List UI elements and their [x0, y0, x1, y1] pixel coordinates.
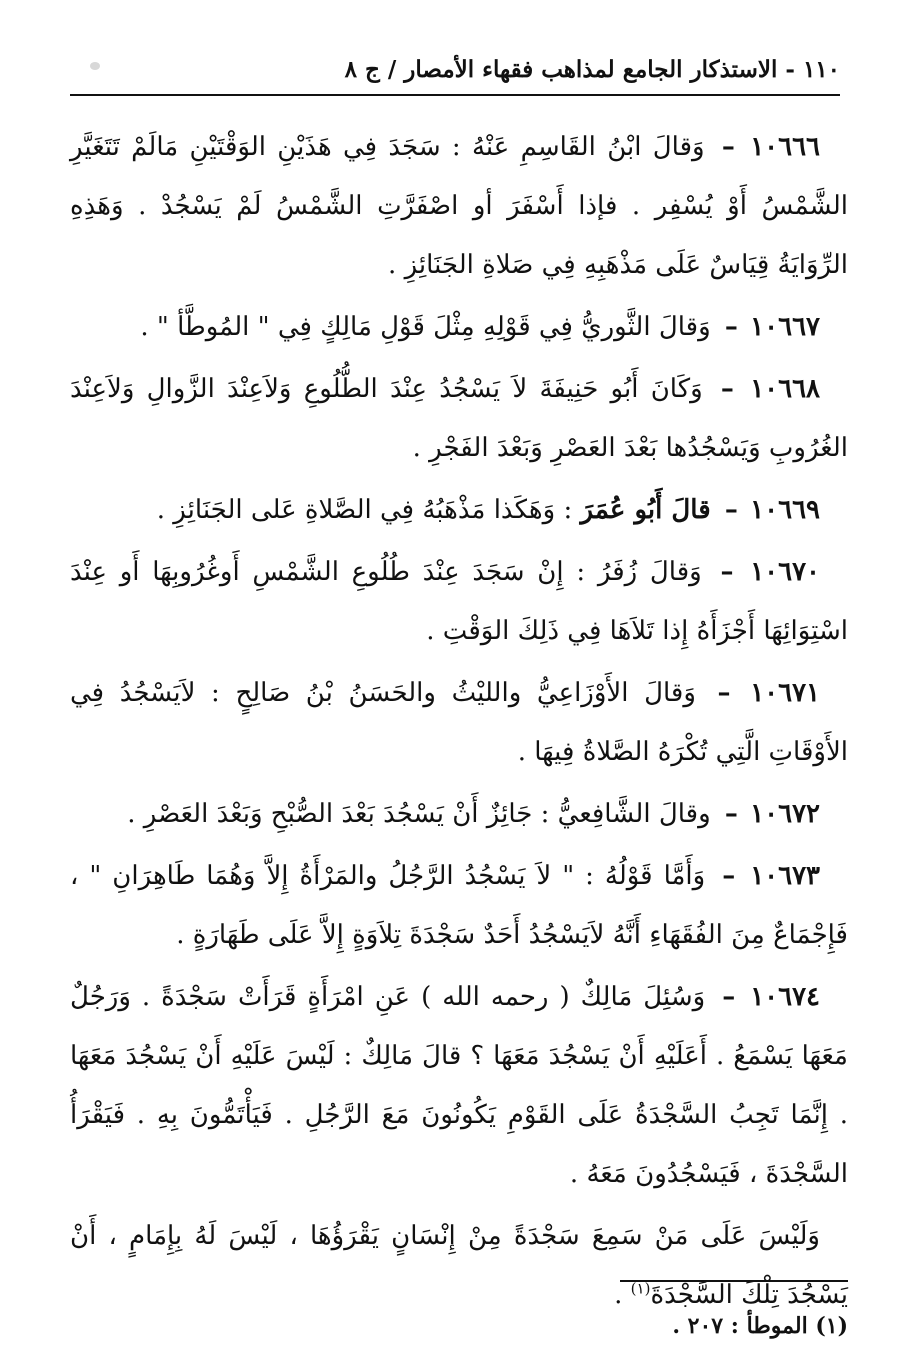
- paragraph: [70, 360, 848, 478]
- footnote-text: (١) الموطأ : ٢٠٧ .: [672, 1313, 848, 1339]
- paragraph: [70, 968, 848, 1204]
- paragraph-number: ١٠٦٧٠: [750, 557, 821, 587]
- footnote-reference[interactable]: (١): [630, 1279, 651, 1298]
- running-header: [70, 50, 840, 96]
- paragraph-text: وَقالَ ابْنُ القَاسِمِ عَنْهُ : سَجَدَ فِي هَذَيْنِ الوَقْتَيْنِ مَالَمْ تَتَغَيَّرِ الشَّمْسُ أَوْ يُسْفِر . فإذا أَسْفَرَ أو اصْفَرَّتِ الشَّمْسُ لَمْ يَسْجُدْ . وَهَذِهِ الرِّوَايَةُ قِيَاسٌ عَلَى مَذْهَبِهِ فِي صَلاةِ الجَنَائِزِ .: [70, 132, 848, 280]
- paragraph-number: ١٠٦٧٤: [750, 982, 821, 1012]
- body-text: [70, 118, 848, 1328]
- paragraph-text: وَلَيْسَ عَلَى مَنْ سَمِعَ سَجْدَةً مِنْ إِنْسَانٍ يَقْرَؤُهَا ، لَيْسَ لَهُ بِإِمَامٍ ، أَنْ يَسْجُدَ تِلْكَ السَّجْدَةَ: [70, 1221, 848, 1310]
- paragraph: [70, 298, 848, 357]
- paragraph-number: ١٠٦٧٣: [750, 861, 821, 891]
- paragraph-dash: –: [720, 374, 734, 404]
- paragraph-text: : وَهَكَذا مَذْهَبُهُ فِي الصَّلاةِ عَلى الجَنَائِزِ .: [156, 495, 573, 525]
- paragraph-number: ١٠٦٧١: [750, 678, 821, 708]
- paragraph-number: ١٠٦٦٩: [750, 495, 820, 525]
- paragraph-dash: –: [724, 312, 738, 342]
- paragraph-number: ١٠٦٦٦: [750, 132, 821, 162]
- paragraph-dash: –: [722, 982, 736, 1012]
- paragraph-text: وَقالَ الثَّوريُّ فِي قَوْلِهِ مِثْلَ قَوْلِ مَالِكٍ فِي " المُوطَّأ " .: [140, 312, 711, 342]
- paragraph-number: ١٠٦٦٧: [750, 312, 820, 342]
- footnote-divider: [620, 1280, 848, 1282]
- paragraph-continued: [70, 1207, 848, 1325]
- paragraph-dash: –: [717, 678, 731, 708]
- footnote: [672, 1313, 848, 1339]
- paragraph-text: وقالَ الشَّافِعيُّ : جَائِزٌ أَنْ يَسْجُدَ بَعْدَ الصُّبْحِ وَبَعْدَ العَصْرِ .: [127, 799, 711, 829]
- paragraph-text: وَقالَ زُفَرُ : إِنْ سَجَدَ عِنْدَ طُلُوعِ الشَّمْسِ أَوغُرُوبِهَا أَو عِنْدَ اسْتِوَائِهَا أَجْزَأَهُ إِذا تَلاَهَا فِي ذَلِكَ الوَقْتِ .: [70, 557, 848, 646]
- paragraph-dash: –: [724, 799, 738, 829]
- paragraph-number: ١٠٦٦٨: [750, 374, 821, 404]
- paragraph-number: ١٠٦٧٢: [750, 799, 820, 829]
- paragraph-dash: –: [721, 132, 735, 162]
- paragraph-dash: –: [724, 495, 738, 525]
- header-text: ١١٠ - الاستذكار الجامع لمذاهب فقهاء الأمصار / ج ٨: [344, 56, 840, 83]
- paragraph-dash: –: [722, 861, 736, 891]
- paragraph: [70, 481, 848, 540]
- paragraph-text: وَقالَ الأَوْزَاعِيُّ والليْثُ والحَسَنُ بْنُ صَالِحٍ : لاَيَسْجُدُ فِي الأَوْقَاتِ الَّتِي تُكْرَهُ الصَّلاةُ فِيهَا .: [70, 678, 848, 767]
- paragraph-tail: .: [614, 1280, 631, 1310]
- paragraph: [70, 543, 848, 661]
- paragraph: [70, 847, 848, 965]
- paragraph: [70, 118, 848, 295]
- paragraph-text: وَكَانَ أَبُو حَنِيفَةَ لاَ يَسْجُدُ عِنْدَ الطُّلُوعِ وَلاَعِنْدَ الزَّوالِ وَلاَعِنْدَ الغُرُوبِ وَيَسْجُدُها بَعْدَ العَصْرِ وَبَعْدَ الفَجْرِ .: [70, 374, 848, 463]
- paragraph-text: وَأَمَّا قَوْلُهُ : " لاَ يَسْجُدُ الرَّجُلُ والمَرْأَةُ إِلاَّ وَهُمَا طَاهِرَانِ " ، فَإِجْمَاعٌ مِنَ الفُقَهَاءِ أَنَّهُ لاَيَسْجُدُ أَحَدٌ سَجْدَةَ تِلاَوَةٍ إِلاَّ عَلَى طَهَارَةٍ .: [70, 861, 848, 950]
- speaker-name: قالَ أَبُو عُمَرَ: [580, 495, 711, 525]
- paragraph-text: وَسُئِلَ مَالِكٌ ( رحمه الله ) عَنِ امْرَأَةٍ قَرَأَتْ سَجْدَةً . وَرَجُلٌ مَعَهَا يَسْمَعُ . أَعَلَيْهِ أَنْ يَسْجُدَ مَعَهَا ؟ قالَ مَالِكٌ : لَيْسَ عَلَيْهِ أَنْ يَسْجُدَ مَعَهَا . إِنَّمَا تَجِبُ السَّجْدَةُ عَلَى القَوْمِ يَكُونُونَ مَعَ الرَّجُلِ . فَيَأْتَمُّونَ بِهِ . فَيَقْرَأُ السَّجْدَةَ ، فَيَسْجُدُونَ مَعَهُ .: [70, 982, 848, 1189]
- paragraph: [70, 785, 848, 844]
- paragraph: [70, 664, 848, 782]
- paragraph-dash: –: [720, 557, 734, 587]
